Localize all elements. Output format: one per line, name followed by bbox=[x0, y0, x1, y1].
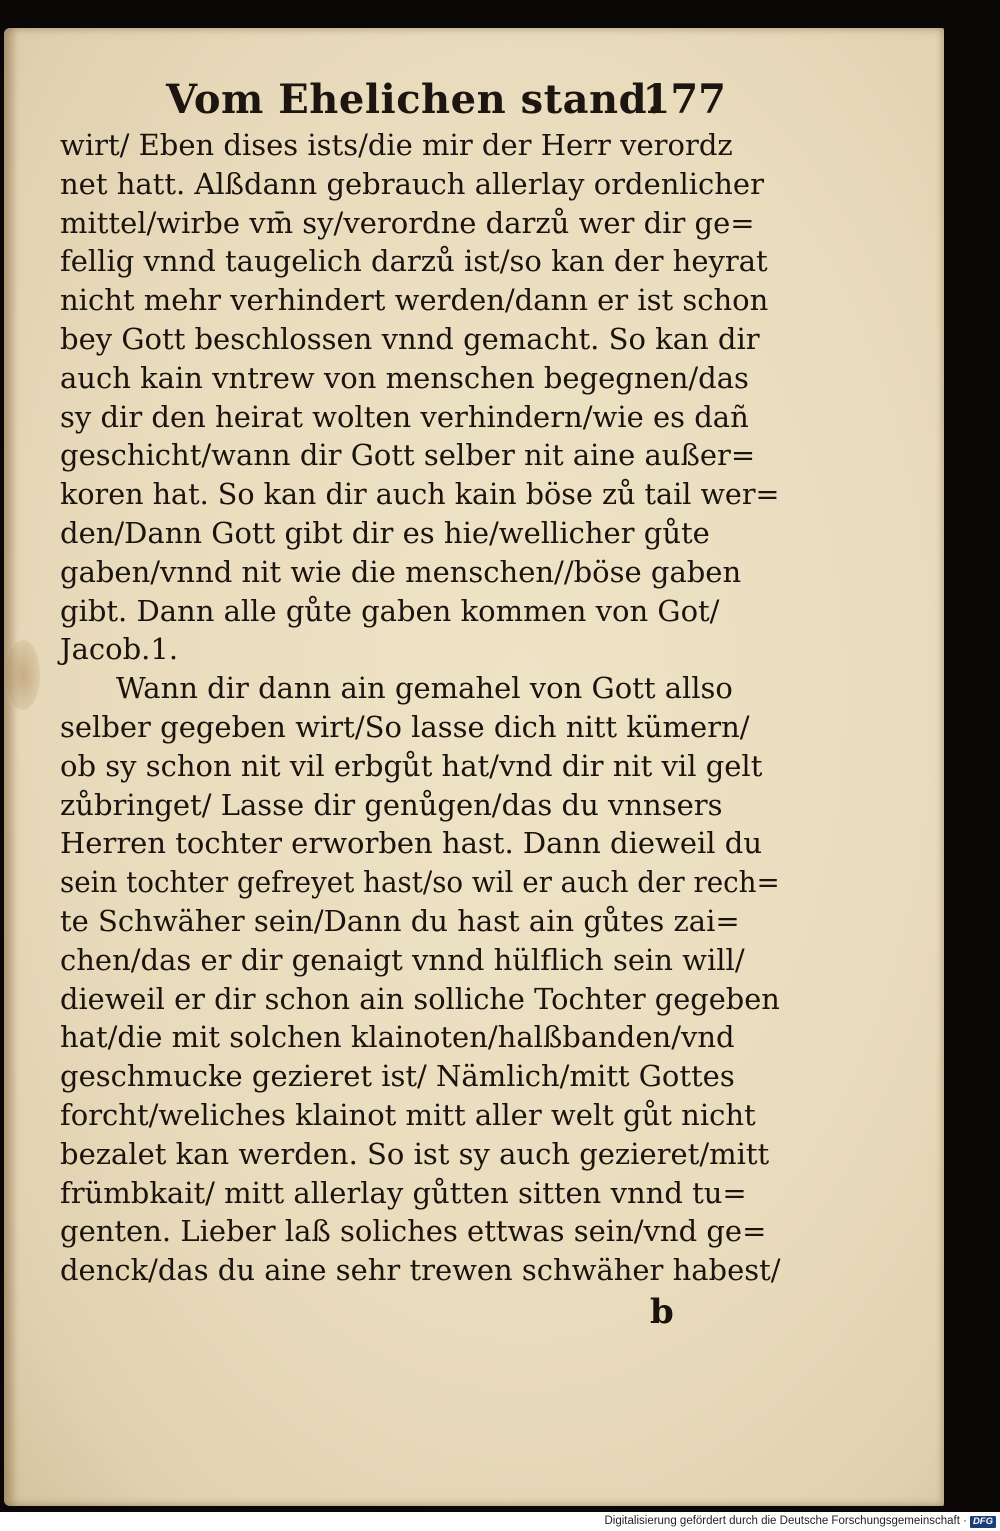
paragraph-start-line: Wann dir dann ain gemahel von Gott allso bbox=[116, 671, 733, 706]
body-text bbox=[60, 126, 780, 1290]
text-line: zůbringet/ Lasse dir genůgen/das du vnnsers bbox=[60, 787, 723, 822]
text-line: chen/das er dir genaigt vnnd hülflich sein will/ bbox=[60, 942, 745, 977]
text-line: geschmucke gezieret ist/ Nämlich/mitt Gottes bbox=[60, 1059, 735, 1094]
text-line: frümbkait/ mitt allerlay gůtten sitten vnnd tu= bbox=[60, 1175, 747, 1210]
text-line: selber gegeben wirt/So lasse dich nitt kümern/ bbox=[60, 709, 750, 744]
dfg-logo-icon: DFG bbox=[970, 1516, 996, 1528]
text-line: mittel/wirbe vm̄ sy/verordne darzů wer dir ge= bbox=[60, 205, 755, 240]
folio-number: 177 bbox=[642, 76, 726, 123]
page-gutter-shadow bbox=[4, 28, 18, 1506]
text-line: ob sy schon nit vil erbgůt hat/vnd dir nit vil gelt bbox=[60, 748, 763, 783]
paper-stain bbox=[6, 640, 40, 710]
text-line: fellig vnnd taugelich darzů ist/so kan der heyrat bbox=[60, 244, 768, 279]
text-line: auch kain vntrew von menschen begegnen/das bbox=[60, 360, 749, 395]
text-line: wirt/ Eben dises ists/die mir der Herr verordz bbox=[60, 128, 733, 162]
text-line: net hatt. Alßdann gebrauch allerlay ordenlicher bbox=[60, 166, 764, 201]
credit-text: Digitalisierung gefördert durch die Deutsche Forschungsgemeinschaft · bbox=[604, 1515, 967, 1527]
text-line: forcht/weliches klainot mitt aller welt gůt nicht bbox=[60, 1097, 756, 1132]
signature-mark: b bbox=[650, 1292, 674, 1332]
text-line: Herren tochter erworben hast. Dann dieweil du bbox=[60, 826, 763, 861]
text-line: koren hat. So kan dir auch kain böse zů tail wer= bbox=[60, 477, 780, 512]
text-line: hat/die mit solchen klainoten/halßbanden/vnd bbox=[60, 1020, 735, 1055]
text-line: bezalet kan werden. So ist sy auch gezieret/mitt bbox=[60, 1136, 770, 1171]
text-line: sy dir den heirat wolten verhindern/wie es dañ bbox=[60, 399, 749, 434]
text-line: sein tochter gefreyet hast/so wil er auch der rech= bbox=[60, 865, 780, 900]
text-line: nicht mehr verhindert werden/dann er ist schon bbox=[60, 283, 769, 318]
text-line: gaben/vnnd nit wie die menschen//böse gaben bbox=[60, 554, 742, 589]
text-line: denck/das du aine sehr trewen schwäher habest/ bbox=[60, 1253, 781, 1288]
digitization-credit bbox=[605, 1514, 997, 1529]
text-line: dieweil er dir schon ain solliche Tochter gegeben bbox=[60, 981, 780, 1016]
text-line: gibt. Dann alle gůte gaben kommen von Got/ bbox=[60, 593, 720, 628]
text-line: den/Dann Gott gibt dir es hie/wellicher gůte bbox=[60, 515, 710, 550]
text-line: geschicht/wann dir Gott selber nit aine außer= bbox=[60, 438, 756, 473]
text-line: bey Gott beschlossen vnnd gemacht. So kan dir bbox=[60, 321, 760, 356]
text-line: genten. Lieber laß soliches ettwas sein/vnd ge= bbox=[60, 1214, 767, 1249]
running-title: Vom Ehelichen stand. bbox=[166, 76, 662, 123]
page-header bbox=[166, 70, 726, 132]
text-line: te Schwäher sein/Dann du hast ain gůtes zai= bbox=[60, 903, 740, 938]
text-line: Jacob.1. bbox=[60, 632, 179, 667]
